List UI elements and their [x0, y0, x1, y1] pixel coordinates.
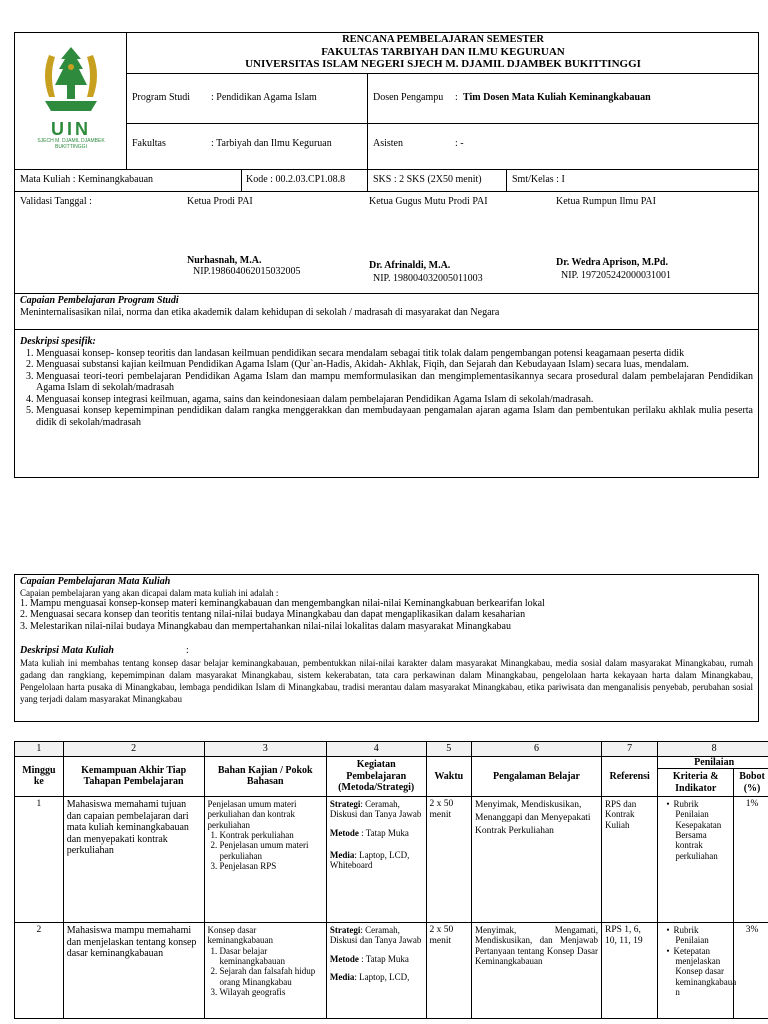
header-pengalaman: Pengalaman Belajar — [472, 756, 602, 797]
validasi-tanggal: Validasi Tanggal : — [20, 196, 92, 207]
bahan-item: 2. Penjelasan umum materi perkuliahan — [220, 840, 323, 861]
header-minggu: Minggu ke — [15, 756, 64, 797]
strategi-value: : Ceramah, Diskusi dan Tanya Jawab — [329, 925, 422, 946]
list-item: 4. Menguasai konsep integrasi keilmuan, agama, sains dan keindonesiaan dalam pembelajaran Pendidikan Agama Islam di sekolah/madrasah. — [36, 394, 753, 406]
column-number-row — [15, 742, 768, 757]
cpmk-intro: Capaian pembelajaran yang akan dicapai dalam mata kuliah ini adalah : — [20, 587, 279, 598]
header-kemampuan: Kemampuan Akhir Tiap Tahapan Pembelajaran — [63, 756, 204, 797]
list-item: 3. Menguasai teori-teori pembelajaran Pendidikan Agama Islam dan mampu memformulasikan dan mengimplementasikannya secara prosedural dalam pembelajaran Pendidikan Agama Islam di sekolah/madrasah — [36, 371, 753, 394]
kemampuan-cell: Mahasiswa mampu memahami dan menjelaskan tentang konsep dasar keminangkabauan — [63, 923, 204, 1019]
program-studi-label: Program Studi — [132, 92, 191, 103]
kriteria-item: • Ketepatan menjelaskan Konsep dasar keminangkabaua n — [675, 946, 730, 998]
bahan-item: 1. Dasar belajar keminangkabauan — [220, 946, 323, 967]
logo-text: UIN — [51, 118, 91, 139]
cpmk-heading: Capaian Pembelajaran Mata Kuliah — [20, 576, 171, 587]
metode-value: : Tatap Muka — [361, 953, 409, 964]
list-item: 1. Menguasai konsep- konsep teoritis dan landasan keilmuan pendidikan secara mendalam sebagai titik tolak dalam pengembangan potensi keagamaan peserta didik — [36, 348, 753, 360]
header-waktu: Waktu — [426, 756, 471, 797]
ketua-prodi-label: Ketua Prodi PAI — [187, 196, 253, 207]
cpmk-item: 1. Mampu menguasai konsep-konsep materi keminangkabauan dan mengembangkan nilai-nilai Keminangkabuan berkearifan lokal — [20, 597, 545, 609]
header-kriteria: Kriteria & Indikator — [658, 769, 734, 797]
media-label: Media — [329, 972, 355, 983]
referensi-cell: RPS 1, 6, 10, 11, 19 — [602, 923, 658, 1019]
kode: Kode : 00.2.03.CP1.08.8 — [246, 174, 346, 185]
dosen-label: Dosen Pengampu — [373, 92, 444, 103]
metode-label: Metode — [329, 827, 359, 838]
col-number: 6 — [472, 742, 602, 757]
title-rps: RENCANA PEMBELAJARAN SEMESTER — [342, 34, 544, 45]
list-item: 2. Menguasai substansi kajian keilmuan Pendidikan Agama Islam (Qur`an-Hadis, Akidah- Akhlak, Fiqih, dan Sejarah dan Kebudayaan Islam) secara luas, mendalam. — [36, 359, 753, 371]
title-universitas: UNIVERSITAS ISLAM NEGERI SJECH M. DJAMIL DJAMBEK BUKITTINGGI — [245, 58, 641, 70]
kriteria-cell — [658, 797, 734, 923]
fakultas-value: : Tarbiyah dan Ilmu Keguruan — [211, 138, 332, 149]
header-penilaian: Penilaian — [658, 756, 768, 769]
ketua-prodi-nip: NIP.198604062015032005 — [193, 266, 301, 277]
rps-weekly-table — [14, 741, 768, 1019]
table-row — [15, 923, 768, 1019]
ketua-gugus-nip: NIP. 198004032005011003 — [373, 273, 483, 284]
waktu-cell: 2 x 50 menit — [426, 797, 471, 923]
header-kegiatan: Kegiatan Pembelajaran (Metoda/Strategi) — [326, 756, 426, 797]
col-number: 8 — [658, 742, 768, 757]
logo-subtitle: SJECH M. DJAMIL DJAMBEK BUKITTINGGI — [37, 138, 105, 150]
bahan-item: 2. Sejarah dan falsafah hidup orang Minangkabau — [220, 966, 323, 987]
strategi-label: Strategi — [329, 799, 361, 809]
cpmk-item: 2. Menguasai secara konsep dan teoritis tentang nilai-nilai budaya Minangkabau dan dapat mengaplikasikan dalam kesaharian — [20, 609, 526, 621]
kriteria-item: • Rubrik Penilaian Kesepakatan Bersama kontrak perkuliahan — [675, 799, 730, 861]
col-number: 4 — [326, 742, 426, 757]
asisten-value: : - — [455, 138, 464, 149]
col-number: 7 — [602, 742, 658, 757]
header-bobot: Bobot (%) — [734, 769, 768, 797]
col-number: 1 — [15, 742, 64, 757]
ketua-rumpun-name: Dr. Wedra Aprison, M.Pd. — [556, 257, 668, 268]
sks: SKS : 2 SKS (2X50 menit) — [373, 174, 482, 185]
mata-kuliah: Mata Kuliah : Keminangkabauan — [20, 174, 154, 185]
dosen-value: Tim Dosen Mata Kuliah Keminangkabauan — [463, 92, 651, 103]
col-number: 2 — [63, 742, 204, 757]
kriteria-item: • Rubrik Penilaian — [675, 925, 730, 946]
header-bahan: Bahan Kajian / Pokok Bahasan — [204, 756, 326, 797]
deskripsi-mk-heading: Deskripsi Mata Kuliah — [20, 645, 114, 657]
minggu-cell: 2 — [15, 923, 64, 1019]
fakultas-label: Fakultas — [132, 138, 166, 149]
col-number: 3 — [204, 742, 326, 757]
header-referensi: Referensi — [602, 756, 658, 797]
kriteria-cell — [658, 923, 737, 1019]
cpl-heading: Capaian Pembelajaran Program Studi — [20, 295, 179, 306]
kemampuan-cell: Mahasiswa memahami tujuan dan capaian pembelajaran dari mata kuliah keminangkabauan dan menyepakati kontrak perkuliahan — [63, 797, 204, 923]
bahan-cell — [204, 923, 326, 1019]
strategi-label: Strategi — [329, 925, 361, 935]
bahan-cell — [204, 797, 326, 923]
pengalaman-cell: Menyimak, Mengamati, Mendiskusikan, dan Menjawab Pertanyaan tentang Konsep Dasar Keminangkabauan — [472, 923, 602, 1019]
dosen-colon: : — [455, 92, 458, 103]
table-row — [15, 797, 768, 923]
col-number: 5 — [426, 742, 471, 757]
cpl-text: Meninternalisasikan nilai, norma dan etika akademik dalam kehidupan di sekolah / madrasah di masyarakat dan Negara — [20, 306, 500, 318]
program-studi-value: : Pendidikan Agama Islam — [211, 92, 317, 103]
uin-emblem-icon — [25, 45, 117, 117]
ketua-rumpun-label: Ketua Rumpun Ilmu PAI — [556, 196, 656, 207]
cpmk-box — [14, 574, 759, 722]
smt-kelas: Smt/Kelas : I — [512, 174, 565, 185]
ketua-rumpun-nip: NIP. 197205242000031001 — [561, 270, 672, 281]
waktu-cell: 2 x 50 menit — [426, 923, 471, 1019]
media-value: : Laptop, LCD, — [354, 972, 410, 983]
uin-logo — [25, 45, 117, 160]
deskripsi-mk-colon: : — [186, 645, 189, 657]
ketua-prodi-name: Nurhasnah, M.A. — [187, 255, 262, 266]
cpmk-item: 3. Melestarikan nilai-nilai budaya Minangkabau dan mempertahankan nilai-nilai lokalitas dalam masyarakat Minangkabau — [20, 620, 511, 632]
deskripsi-mk-text: Mata kuliah ini membahas tentang konsep dasar belajar keminangkabauan, pembentukkan nilai-nilai karakter dalam masyarakat Minangkabau, media sosial dalam masyarakat Minangkabau, rumah gadang dan rangkiang, kepemimpinan dalam masyarakat Minangkabau, sistem kekerabatan, tata cara perkawinan dalam Minangkabau, pengelolaan harta kekayaan harta dalam Minangkabau, Pengelolaan harta pusaka di Minangkabau, lembaga pendidikan Islam di Minangkabau, tradisi merantau dalam masyarakat Minangkabau, etika pariwisata dan menganalisis penyebab, perubahan sosial yang terjadi dalam masyarakat Minangkabau — [20, 657, 753, 704]
table-header-row — [15, 756, 768, 769]
bahan-item: 1. Kontrak perkuliahan — [220, 830, 323, 840]
rps-header-box — [14, 32, 759, 478]
list-item: 5. Menguasai konsep kepemimpinan pendidikan dalam rangka menggerakkan dan membudayaan pengamalan ajaran agama Islam dan pembentukan perilaku akhlak mulia peserta didik di sekolah/madrasah — [36, 405, 753, 428]
bahan-item: 3. Wilayah geografis — [220, 987, 323, 997]
media-label: Media — [329, 850, 355, 861]
deskripsi-spesifik-heading: Deskripsi spesifik: — [20, 336, 96, 347]
minggu-cell: 1 — [15, 797, 64, 923]
ketua-gugus-name: Dr. Afrinaldi, M.A. — [369, 260, 451, 271]
bahan-intro: Penjelasan umum materi perkuliahan dan kontrak perkuliahan — [207, 799, 297, 830]
metode-value: : Tatap Muka — [361, 827, 409, 838]
referensi-cell: RPS dan Kontrak Kuliah — [602, 797, 658, 923]
pengalaman-cell: Menyimak, Mendiskusikan, Menanggapi dan Menyepakati Kontrak Perkuliahan — [472, 797, 602, 923]
bahan-item: 3. Penjelasan RPS — [220, 861, 323, 871]
ketua-gugus-label: Ketua Gugus Mutu Prodi PAI — [369, 196, 488, 207]
kegiatan-cell — [326, 797, 426, 923]
strategi-value: : Ceramah, Diskusi dan Tanya Jawab — [329, 799, 422, 820]
bobot-cell: 1% — [734, 797, 768, 923]
deskripsi-spesifik-list — [20, 348, 753, 429]
title-fakultas: FAKULTAS TARBIYAH DAN ILMU KEGURUAN — [321, 46, 565, 58]
bobot-cell: 3% — [734, 923, 768, 1019]
media-value: : Laptop, LCD, Whiteboard — [329, 850, 410, 871]
kegiatan-cell — [326, 923, 426, 1019]
asisten-label: Asisten — [373, 138, 403, 149]
bahan-intro: Konsep dasar keminangkabauan — [207, 925, 274, 946]
metode-label: Metode — [329, 953, 359, 964]
